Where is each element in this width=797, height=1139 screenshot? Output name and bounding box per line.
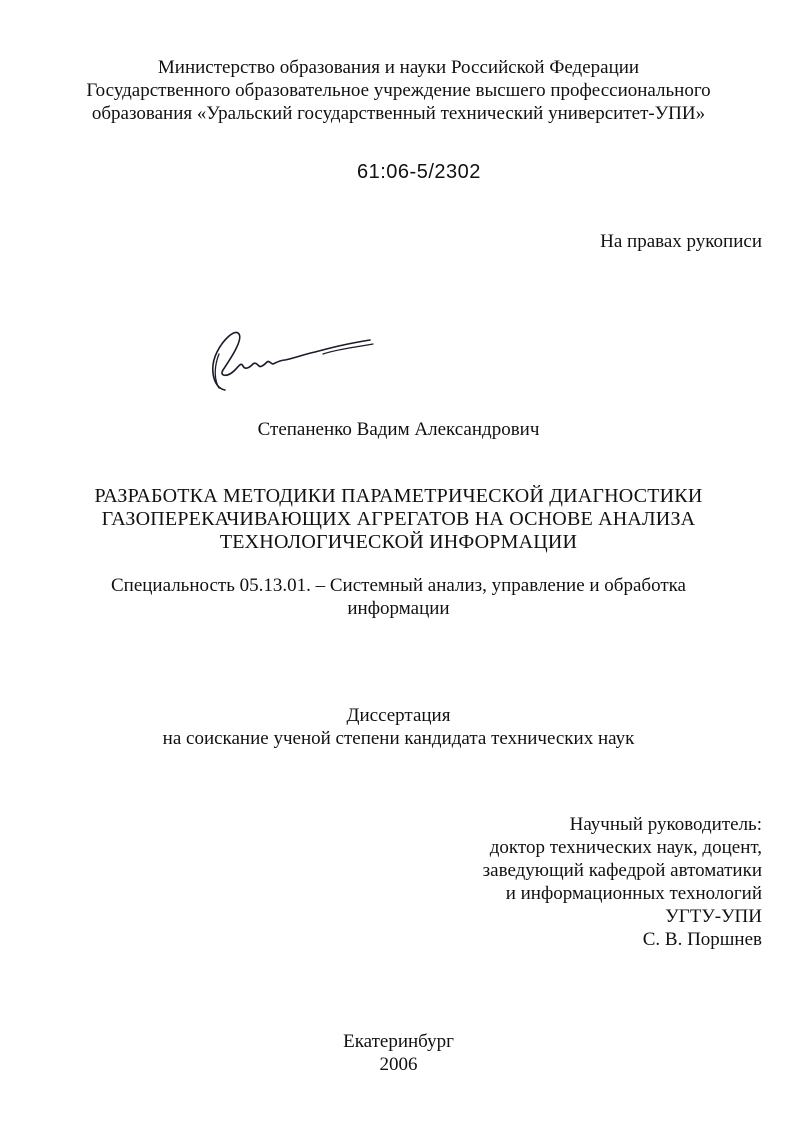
supervisor-degree: доктор технических наук, доцент, (489, 837, 762, 858)
title-line-3: ТЕХНОЛОГИЧЕСКОЙ ИНФОРМАЦИИ (219, 531, 578, 553)
title-line-1: РАЗРАБОТКА МЕТОДИКИ ПАРАМЕТРИЧЕСКОЙ ДИАГНОСТИКИ (94, 485, 703, 507)
manuscript-note: На правах рукописи (600, 231, 762, 252)
supervisor-org: УГТУ-УПИ (665, 906, 762, 927)
specialty-line-2: информации (347, 598, 450, 619)
institution-line-2: образования «Уральский государственный технический университет-УПИ» (91, 103, 706, 124)
specialty-line-1: Специальность 05.13.01. – Системный анализ, управление и обработка (110, 575, 686, 596)
dissertation-degree: на соискание ученой степени кандидата технических наук (162, 728, 635, 749)
footer-year: 2006 (379, 1054, 418, 1075)
footer-city: Екатеринбург (343, 1031, 454, 1052)
institution-line-1: Государственного образовательное учреждение высшего профессионального (86, 80, 711, 101)
author-signature (205, 318, 380, 398)
supervisor-position-2: и информационных технологий (505, 883, 762, 904)
author-name: Степаненко Вадим Александрович (257, 419, 540, 440)
registration-code: 61:06-5/2302 (357, 161, 481, 183)
dissertation-label: Диссертация (346, 705, 451, 726)
ministry-line: Министерство образования и науки Российской Федерации (157, 57, 640, 78)
supervisor-heading: Научный руководитель: (569, 814, 762, 835)
supervisor-position-1: заведующий кафедрой автоматики (482, 860, 762, 881)
title-line-2: ГАЗОПЕРЕКАЧИВАЮЩИХ АГРЕГАТОВ НА ОСНОВЕ АНАЛИЗА (101, 508, 696, 530)
supervisor-name: С. В. Поршнев (642, 929, 762, 950)
